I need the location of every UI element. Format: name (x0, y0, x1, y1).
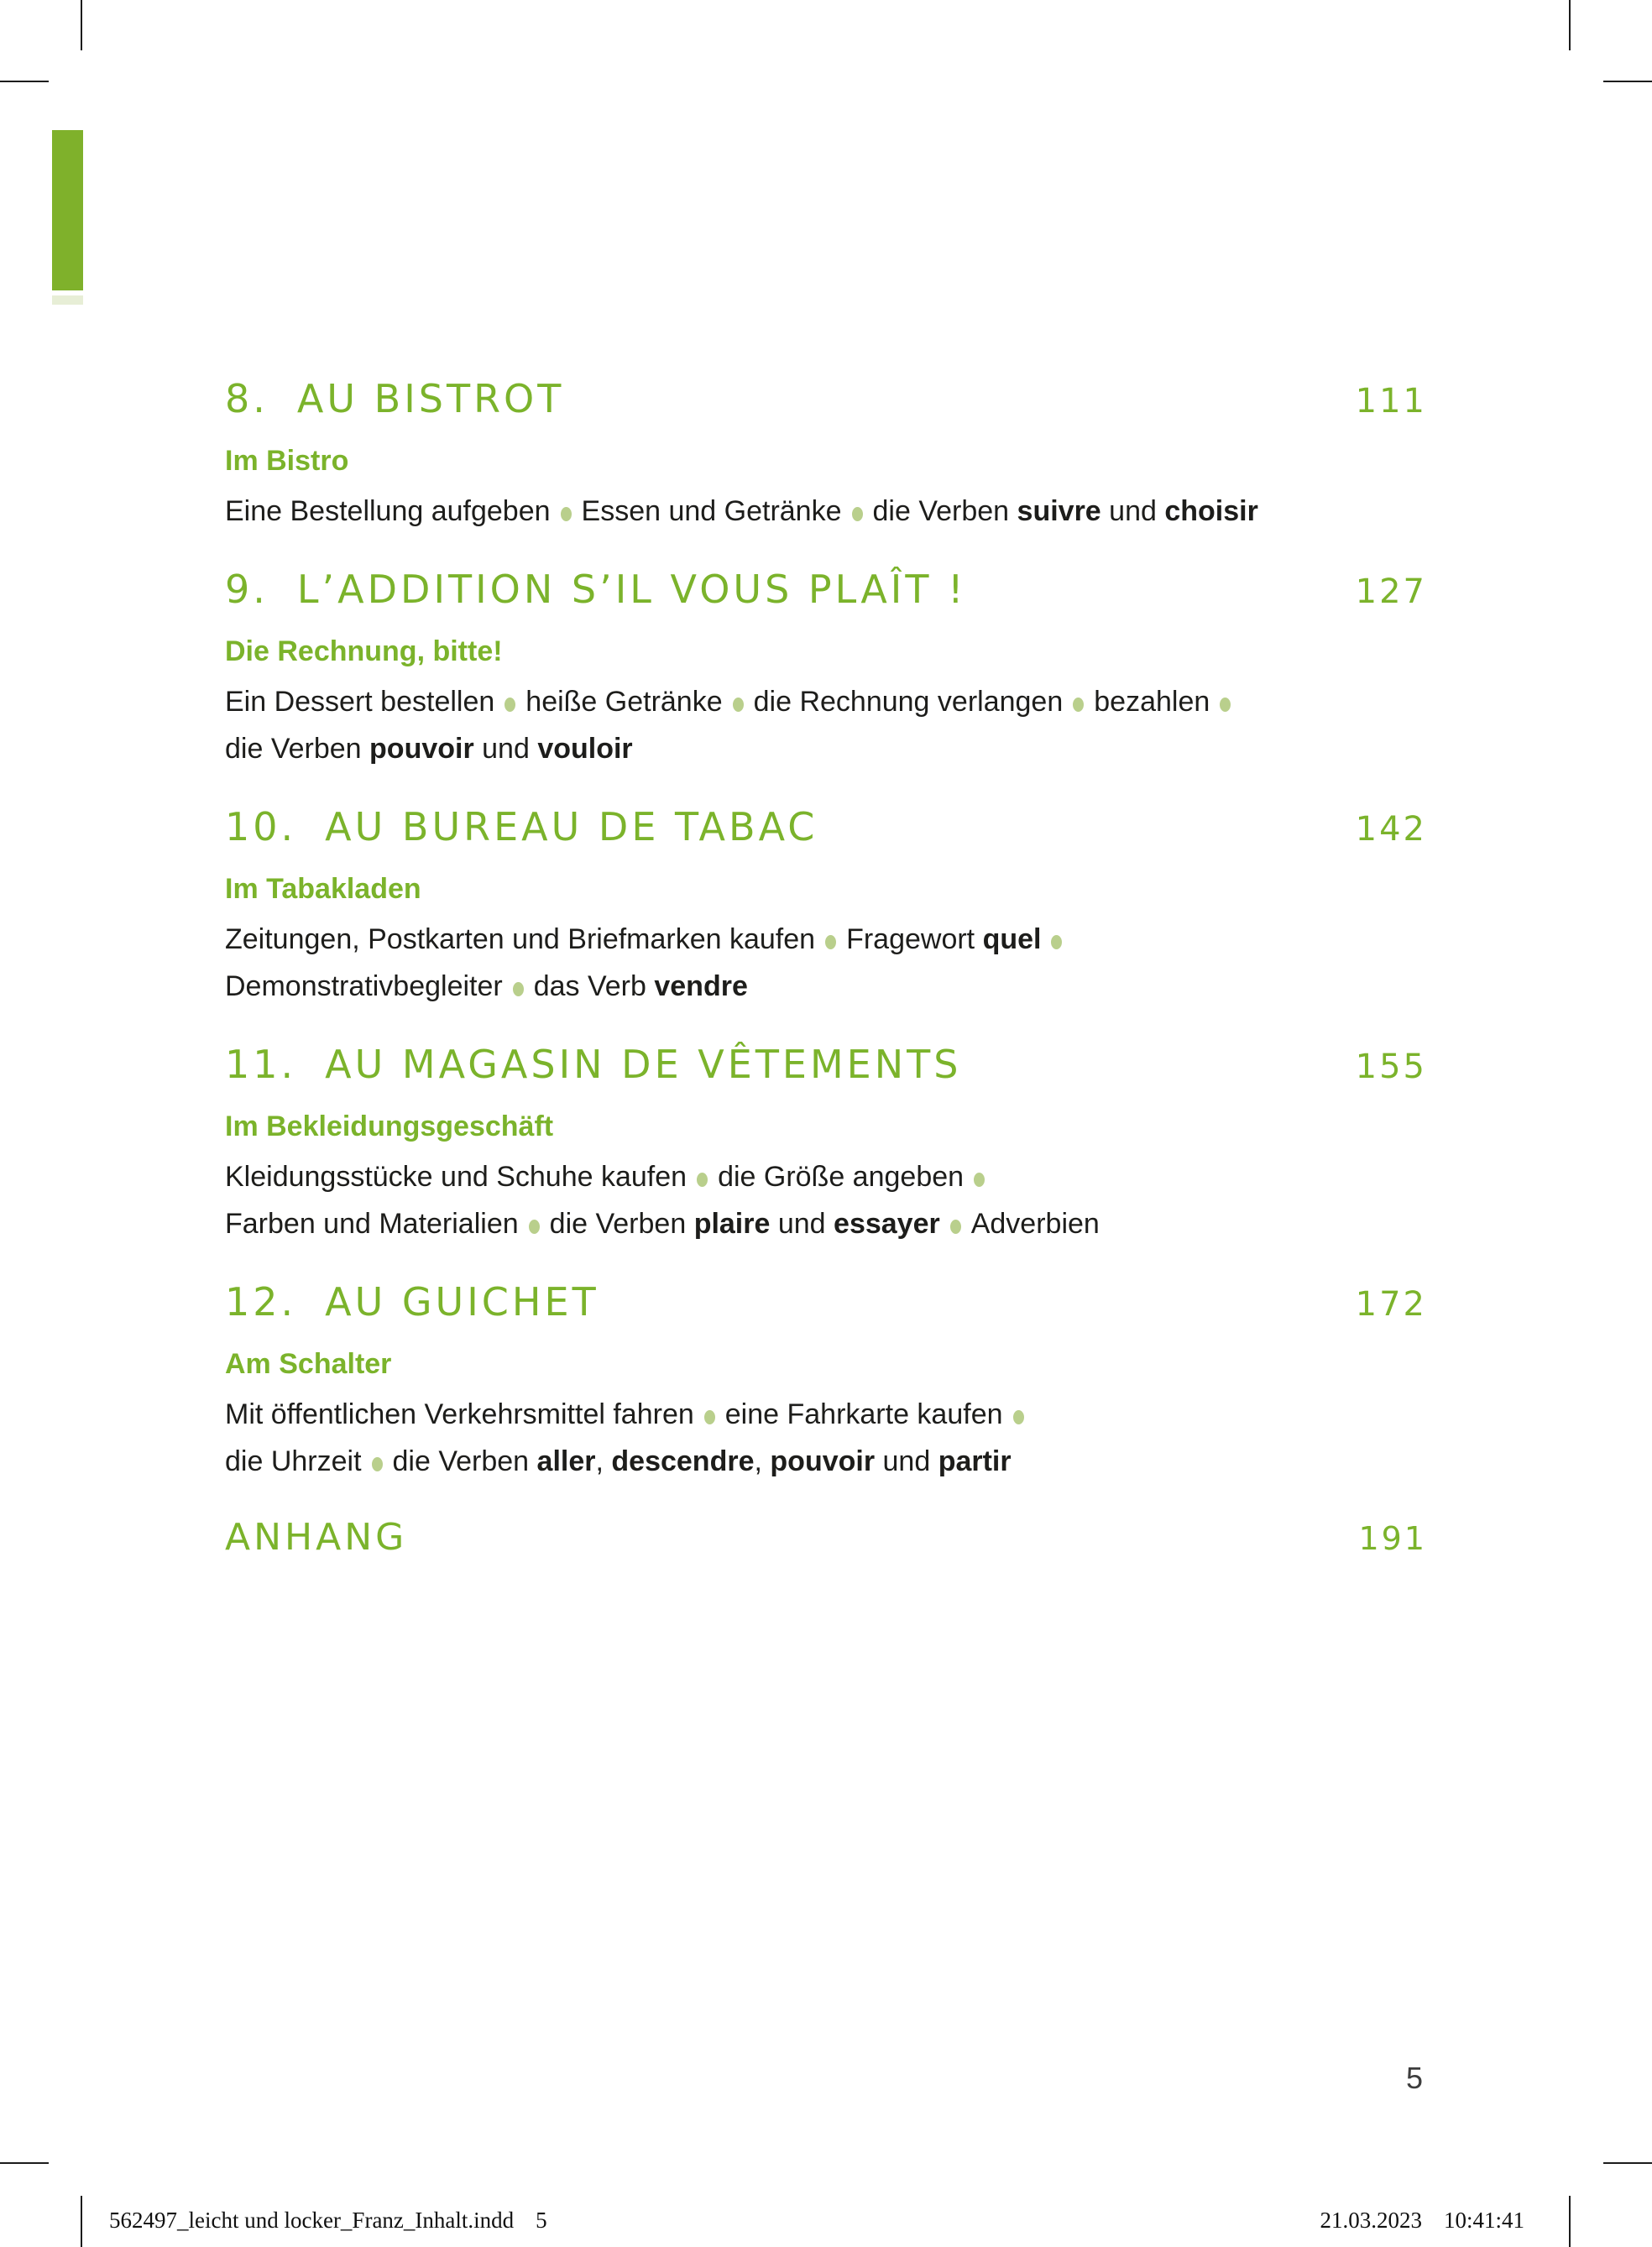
description-line (225, 725, 1427, 772)
separator-bullet-icon (529, 1220, 540, 1234)
chapter-tab-bar (52, 130, 83, 290)
chapter-title-text: AU MAGASIN DE VÊTEMENTS (325, 1042, 962, 1087)
chapter-title (225, 1276, 599, 1328)
footer-date: 21.03.2023 (1320, 2208, 1422, 2233)
chapter-tab-bar-shadow (52, 295, 83, 305)
chapter-title-text: L’ADDITION S’IL VOUS PLAÎT ! (296, 567, 967, 612)
crop-mark-bottom-left-vertical (81, 2196, 82, 2247)
appendix-page-number: 191 (1358, 1520, 1427, 1557)
chapter-page-number: 155 (1355, 1048, 1427, 1086)
footer-file-page: 5 (536, 2208, 547, 2233)
crop-mark-top-left-vertical (81, 0, 82, 50)
verb-bold-text: partir (938, 1445, 1012, 1477)
description-line (225, 1438, 1427, 1485)
description-line (225, 678, 1427, 725)
verb-bold-text: suivre (1017, 495, 1101, 527)
description-text: Eine Bestellung aufgeben (225, 495, 551, 527)
description-text: und (1100, 495, 1165, 527)
separator-bullet-icon (1013, 1410, 1024, 1424)
footer-timestamp-group (1320, 2208, 1524, 2234)
crop-mark-bottom-right-horizontal (1603, 2162, 1652, 2164)
description-text: heiße Getränke (525, 686, 723, 718)
description-line (225, 1200, 1427, 1247)
description-text: die Verben (549, 1208, 694, 1240)
chapter-title (225, 373, 564, 425)
verb-bold-text: vouloir (537, 733, 633, 765)
crop-mark-bottom-left-horizontal (0, 2162, 49, 2164)
description-line (225, 916, 1427, 963)
toc-chapter (225, 563, 1427, 772)
chapter-subtitle: Im Bekleidungsgeschäft (225, 1110, 554, 1142)
footer-file-group (109, 2208, 547, 2234)
verb-bold-text: plaire (693, 1208, 771, 1240)
description-text: Essen und Getränke (581, 495, 842, 527)
chapter-title (225, 563, 967, 615)
separator-bullet-icon (372, 1457, 383, 1471)
verb-bold-text: pouvoir (770, 1445, 876, 1477)
description-text: die Verben (392, 1445, 537, 1477)
description-text: und (473, 733, 538, 765)
chapter-description (225, 678, 1427, 772)
description-line (225, 488, 1427, 535)
chapter-description (225, 1153, 1427, 1247)
chapter-title (225, 801, 818, 853)
separator-bullet-icon (825, 935, 836, 949)
description-text: , (754, 1445, 771, 1477)
verb-bold-text: pouvoir (369, 733, 474, 765)
chapter-number: 12. (225, 1279, 297, 1325)
toc-chapter (225, 373, 1427, 535)
description-text: Mit öffentlichen Verkehrsmittel fahren (225, 1398, 694, 1430)
description-text: , (595, 1445, 612, 1477)
description-text: Kleidungsstücke und Schuhe kaufen (225, 1161, 687, 1193)
separator-bullet-icon (852, 507, 863, 521)
description-text: Fragewort (846, 923, 983, 955)
chapter-number: 8. (225, 376, 269, 421)
description-text: Ein Dessert bestellen (225, 686, 495, 718)
chapter-page-number: 127 (1355, 572, 1427, 611)
description-text: die Größe angeben (718, 1161, 965, 1193)
separator-bullet-icon (1073, 698, 1084, 712)
verb-bold-text: descendre (611, 1445, 755, 1477)
chapter-subtitle: Am Schalter (225, 1348, 392, 1380)
separator-bullet-icon (697, 1173, 708, 1187)
print-slug-footer (109, 2208, 1524, 2234)
description-text: das Verb (533, 970, 655, 1002)
chapter-description (225, 916, 1427, 1010)
description-text: Adverbien (970, 1208, 1100, 1240)
chapter-number: 9. (225, 567, 269, 612)
chapter-number: 10. (225, 804, 297, 849)
chapter-title-text: AU BISTROT (296, 376, 565, 421)
chapter-page-number: 111 (1355, 382, 1427, 421)
description-text: Farben und Materialien (225, 1208, 519, 1240)
verb-bold-text: vendre (654, 970, 748, 1002)
chapter-subtitle: Im Bistro (225, 445, 349, 477)
verb-bold-text: essayer (834, 1208, 940, 1240)
separator-bullet-icon (513, 982, 524, 996)
crop-mark-top-right-horizontal (1603, 81, 1652, 82)
toc-appendix (225, 1513, 1427, 1563)
chapter-description (225, 1391, 1427, 1485)
verb-bold-text: choisir (1164, 495, 1258, 527)
chapter-subtitle: Die Rechnung, bitte! (225, 635, 503, 667)
appendix-title: ANHANG (225, 1516, 408, 1559)
chapter-page-number: 172 (1355, 1285, 1427, 1324)
description-line (225, 963, 1427, 1010)
chapter-title-text: AU BUREAU DE TABAC (325, 804, 818, 849)
description-text: Demonstrativbegleiter (225, 970, 503, 1002)
chapter-page-number: 142 (1355, 810, 1427, 849)
separator-bullet-icon (950, 1220, 961, 1234)
separator-bullet-icon (1051, 935, 1062, 949)
chapter-title-text: AU GUICHET (325, 1279, 599, 1325)
separator-bullet-icon (504, 698, 515, 712)
toc-chapter (225, 1276, 1427, 1485)
chapter-title (225, 1038, 961, 1090)
description-text: die Verben (225, 733, 370, 765)
separator-bullet-icon (561, 507, 572, 521)
separator-bullet-icon (704, 1410, 715, 1424)
description-text: die Verben (872, 495, 1017, 527)
crop-mark-bottom-right-vertical (1569, 2196, 1571, 2247)
separator-bullet-icon (1220, 698, 1231, 712)
description-line (225, 1391, 1427, 1438)
crop-mark-top-right-vertical (1569, 0, 1571, 50)
description-text: eine Fahrkarte kaufen (724, 1398, 1003, 1430)
footer-file-name: 562497_leicht und locker_Franz_Inhalt.indd (109, 2208, 515, 2233)
separator-bullet-icon (733, 698, 744, 712)
chapter-list (225, 373, 1427, 1485)
chapter-description (225, 488, 1427, 535)
table-of-contents (225, 373, 1427, 1563)
description-text: und (875, 1445, 938, 1477)
description-text: bezahlen (1094, 686, 1210, 718)
verb-bold-text: quel (982, 923, 1042, 955)
page-folio-number: 5 (1405, 2061, 1423, 2095)
crop-mark-top-left-horizontal (0, 81, 49, 82)
chapter-subtitle: Im Tabakladen (225, 873, 421, 905)
description-line (225, 1153, 1427, 1200)
description-text: und (770, 1208, 834, 1240)
toc-chapter (225, 801, 1427, 1010)
verb-bold-text: aller (536, 1445, 596, 1477)
separator-bullet-icon (974, 1173, 985, 1187)
description-text: die Uhrzeit (225, 1445, 362, 1477)
toc-chapter (225, 1038, 1427, 1247)
description-text: die Rechnung verlangen (753, 686, 1064, 718)
footer-time: 10:41:41 (1443, 2208, 1524, 2233)
description-text: Zeitungen, Postkarten und Briefmarken kaufen (225, 923, 816, 955)
chapter-number: 11. (225, 1042, 297, 1087)
